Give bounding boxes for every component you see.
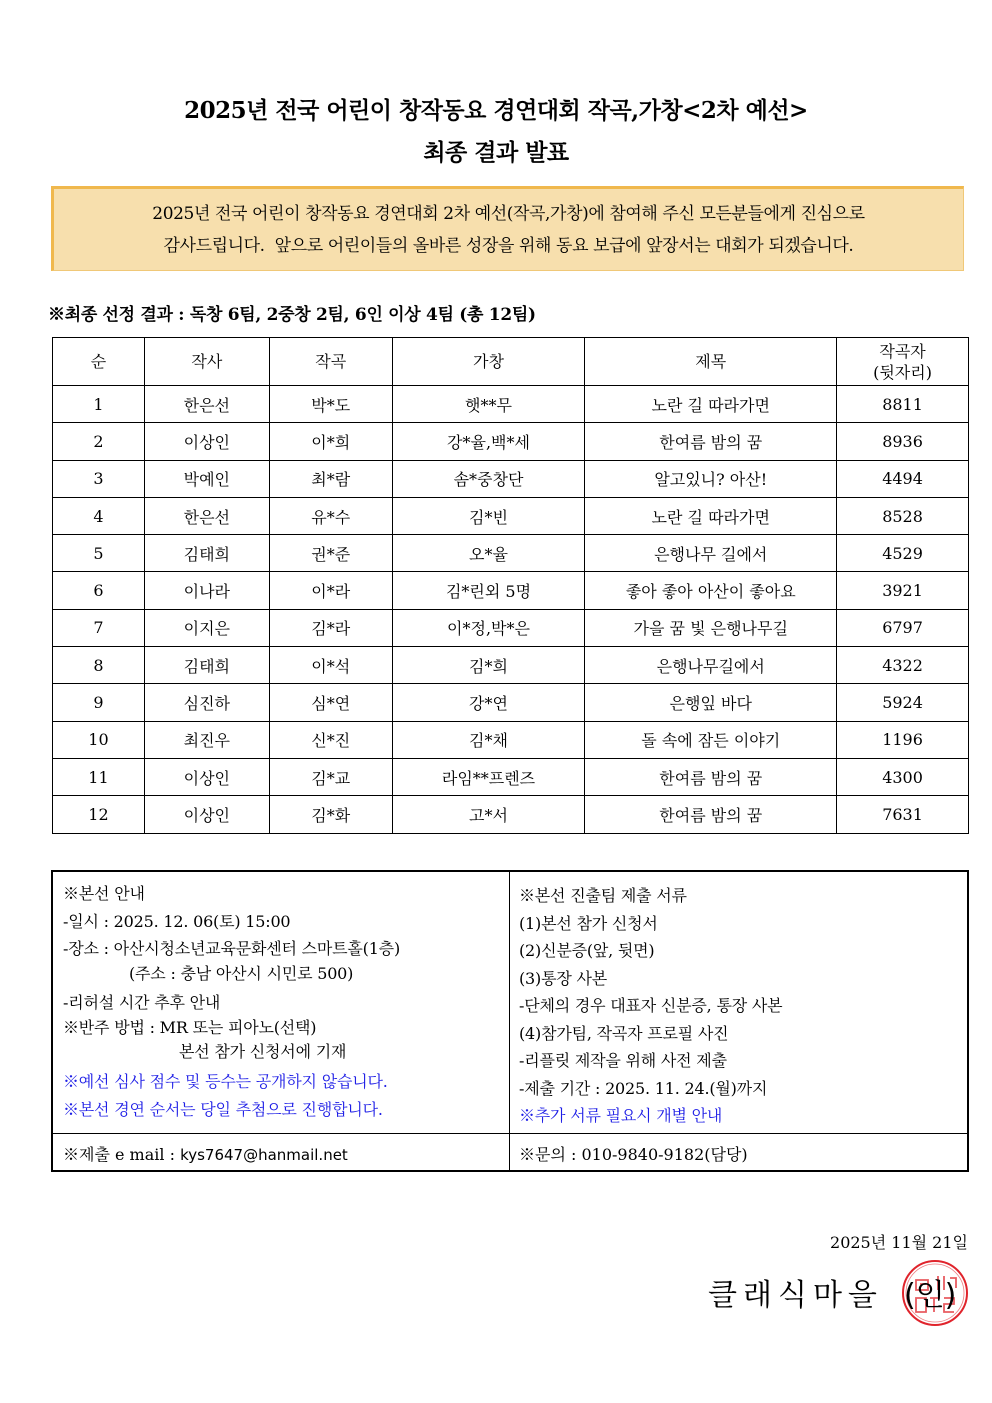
header-lyricist: 작사 bbox=[144, 338, 269, 386]
cell-title: 좋아 좋아 아산이 좋아요 bbox=[585, 572, 837, 609]
cell-no: 8 bbox=[53, 647, 145, 684]
cell-title: 은행나무 길에서 bbox=[585, 535, 837, 572]
cell-no: 6 bbox=[53, 572, 145, 609]
submission-email bbox=[63, 1142, 348, 1165]
cell-lyricist: 이상인 bbox=[144, 758, 269, 795]
table-row bbox=[53, 572, 969, 609]
guide-accompaniment: ※반주 방법 : MR 또는 피아노(선택) bbox=[63, 1018, 317, 1037]
cell-composer: 권*준 bbox=[269, 535, 392, 572]
cell-title: 은행잎 바다 bbox=[585, 684, 837, 721]
selection-summary: ※최종 선정 결과 : 독창 6팀, 2중창 2팀, 6인 이상 4팀 (총 12팀) bbox=[48, 305, 536, 325]
cell-composer: 이*석 bbox=[269, 647, 392, 684]
table-row bbox=[53, 721, 969, 758]
cell-composer-id: 6797 bbox=[837, 609, 969, 646]
cell-singer: 고*서 bbox=[392, 796, 585, 833]
row-divider bbox=[53, 1133, 967, 1134]
header-title: 제목 bbox=[585, 338, 837, 386]
cell-composer: 이*희 bbox=[269, 423, 392, 460]
cell-no: 3 bbox=[53, 460, 145, 497]
cell-no: 7 bbox=[53, 609, 145, 646]
guide-address: (주소 : 충남 아산시 시민로 500) bbox=[129, 963, 354, 983]
table-row bbox=[53, 609, 969, 646]
seal-mark: (인) bbox=[904, 1278, 957, 1313]
header-composer-id bbox=[837, 338, 969, 386]
cell-singer: 김*린외 5명 bbox=[392, 572, 585, 609]
cell-composer-id: 8936 bbox=[837, 423, 969, 460]
table-row bbox=[53, 497, 969, 534]
cell-composer: 유*수 bbox=[269, 497, 392, 534]
cell-composer-id: 4322 bbox=[837, 647, 969, 684]
cell-singer: 라임**프렌즈 bbox=[392, 758, 585, 795]
organization-name: 클래식마을 bbox=[708, 1278, 883, 1313]
cell-composer: 김*교 bbox=[269, 758, 392, 795]
cell-composer: 심*연 bbox=[269, 684, 392, 721]
notice-line-1: 2025년 전국 어린이 창작동요 경연대회 2차 예선(작곡,가창)에 참여해 주신 모든분들에게 진심으로 bbox=[152, 203, 865, 224]
email-label: ※제출 e mail : bbox=[63, 1145, 181, 1164]
doc-extra-notice: ※추가 서류 필요시 개별 안내 bbox=[519, 1106, 723, 1125]
cell-singer: 강*연 bbox=[392, 684, 585, 721]
cell-lyricist: 심진하 bbox=[144, 684, 269, 721]
table-row bbox=[53, 386, 969, 423]
email-link[interactable]: kys7647@hanmail.net bbox=[180, 1146, 348, 1164]
cell-composer: 신*진 bbox=[269, 721, 392, 758]
announcement-date: 2025년 11월 21일 bbox=[830, 1233, 968, 1252]
cell-title: 한여름 밤의 꿈 bbox=[585, 423, 837, 460]
notice-scores-private: ※예선 심사 점수 및 등수는 공개하지 않습니다. bbox=[63, 1072, 388, 1091]
cell-composer-id: 1196 bbox=[837, 721, 969, 758]
cell-title: 가을 꿈 빛 은행나무길 bbox=[585, 609, 837, 646]
cell-singer: 솜*중창단 bbox=[392, 460, 585, 497]
cell-composer-id: 8811 bbox=[837, 386, 969, 423]
cell-composer: 김*화 bbox=[269, 796, 392, 833]
document-title: 2025년 전국 어린이 창작동요 경연대회 작곡,가창<2차 예선> bbox=[184, 97, 808, 124]
cell-singer: 김*빈 bbox=[392, 497, 585, 534]
table-row bbox=[53, 647, 969, 684]
guide-accompaniment-note: 본선 참가 신청서에 기재 bbox=[179, 1042, 347, 1061]
guide-date: -일시 : 2025. 12. 06(토) 15:00 bbox=[63, 911, 291, 931]
final-round-guide bbox=[63, 880, 503, 1123]
header-composer: 작곡 bbox=[269, 338, 392, 386]
cell-no: 9 bbox=[53, 684, 145, 721]
notice-line-2: 감사드립니다. 앞으로 어린이들의 올바른 성장을 위해 동요 보급에 앞장서는 대회가 되겠습니다. bbox=[163, 235, 854, 256]
cell-title: 은행나무길에서 bbox=[585, 647, 837, 684]
table-header-row bbox=[53, 338, 969, 386]
cell-singer: 햇**무 bbox=[392, 386, 585, 423]
table-row bbox=[53, 535, 969, 572]
required-documents bbox=[519, 882, 959, 1130]
doc-application-form: (1)본선 참가 신청서 bbox=[519, 913, 658, 933]
cell-composer-id: 5924 bbox=[837, 684, 969, 721]
cell-composer: 김*라 bbox=[269, 609, 392, 646]
guide-venue: -장소 : 아산시청소년교육문화센터 스마트홀(1층) bbox=[63, 939, 400, 958]
table-row bbox=[53, 460, 969, 497]
table-row bbox=[53, 758, 969, 795]
cell-no: 5 bbox=[53, 535, 145, 572]
cell-lyricist: 한은선 bbox=[144, 386, 269, 423]
cell-singer: 김*희 bbox=[392, 647, 585, 684]
cell-lyricist: 이상인 bbox=[144, 796, 269, 833]
header-singer: 가창 bbox=[392, 338, 585, 386]
notice-order-lottery: ※본선 경연 순서는 당일 추첨으로 진행합니다. bbox=[63, 1099, 383, 1119]
cell-composer: 이*라 bbox=[269, 572, 392, 609]
cell-lyricist: 김태희 bbox=[144, 535, 269, 572]
cell-title: 한여름 밤의 꿈 bbox=[585, 758, 837, 795]
docs-heading: ※본선 진출팀 제출 서류 bbox=[519, 886, 687, 905]
document-subtitle: 최종 결과 발표 bbox=[423, 139, 569, 166]
cell-title: 노란 길 따라가면 bbox=[585, 497, 837, 534]
header-composer-id-line1: 작곡자 bbox=[879, 341, 926, 361]
cell-title: 돌 속에 잠든 이야기 bbox=[585, 721, 837, 758]
doc-id-card: (2)신분증(앞, 뒷면) bbox=[519, 941, 655, 960]
thank-you-notice-box bbox=[51, 186, 964, 271]
cell-no: 11 bbox=[53, 758, 145, 795]
cell-title: 알고있니? 아산! bbox=[585, 460, 837, 497]
cell-title: 노란 길 따라가면 bbox=[585, 386, 837, 423]
cell-lyricist: 이상인 bbox=[144, 423, 269, 460]
doc-bankbook-note: -단체의 경우 대표자 신분증, 통장 사본 bbox=[519, 996, 783, 1015]
cell-lyricist: 이지은 bbox=[144, 609, 269, 646]
cell-lyricist: 한은선 bbox=[144, 497, 269, 534]
cell-lyricist: 이나라 bbox=[144, 572, 269, 609]
final-round-info-box bbox=[51, 870, 969, 1172]
column-divider bbox=[509, 872, 510, 1170]
cell-composer-id: 4529 bbox=[837, 535, 969, 572]
cell-composer: 최*람 bbox=[269, 460, 392, 497]
cell-composer-id: 8528 bbox=[837, 497, 969, 534]
cell-lyricist: 최진우 bbox=[144, 721, 269, 758]
header-no: 순 bbox=[53, 338, 145, 386]
cell-singer: 오*율 bbox=[392, 535, 585, 572]
cell-lyricist: 김태희 bbox=[144, 647, 269, 684]
cell-no: 12 bbox=[53, 796, 145, 833]
doc-profile-photo-note: -리플릿 제작을 위해 사전 제출 bbox=[519, 1051, 727, 1070]
cell-composer-id: 7631 bbox=[837, 796, 969, 833]
cell-composer-id: 4494 bbox=[837, 460, 969, 497]
cell-no: 2 bbox=[53, 423, 145, 460]
cell-no: 1 bbox=[53, 386, 145, 423]
doc-deadline: -제출 기간 : 2025. 11. 24.(월)까지 bbox=[519, 1078, 768, 1098]
cell-singer: 김*채 bbox=[392, 721, 585, 758]
cell-composer-id: 4300 bbox=[837, 758, 969, 795]
table-row bbox=[53, 796, 969, 833]
cell-singer: 강*율,백*세 bbox=[392, 423, 585, 460]
cell-singer: 이*정,박*은 bbox=[392, 609, 585, 646]
guide-rehearsal: -리허설 시간 추후 안내 bbox=[63, 992, 221, 1012]
cell-no: 10 bbox=[53, 721, 145, 758]
contact-phone: ※문의 : 010-9840-9182(담당) bbox=[519, 1145, 748, 1164]
doc-profile-photo: (4)참가팀, 작곡자 프로필 사진 bbox=[519, 1023, 729, 1043]
header-composer-id-line2: (뒷자리) bbox=[873, 362, 932, 382]
guide-heading: ※본선 안내 bbox=[63, 884, 145, 903]
cell-lyricist: 박예인 bbox=[144, 460, 269, 497]
doc-bankbook: (3)통장 사본 bbox=[519, 968, 607, 988]
results-table bbox=[52, 337, 969, 834]
table-row bbox=[53, 684, 969, 721]
cell-title: 한여름 밤의 꿈 bbox=[585, 796, 837, 833]
cell-composer-id: 3921 bbox=[837, 572, 969, 609]
table-row bbox=[53, 423, 969, 460]
cell-no: 4 bbox=[53, 497, 145, 534]
cell-composer: 박*도 bbox=[269, 386, 392, 423]
